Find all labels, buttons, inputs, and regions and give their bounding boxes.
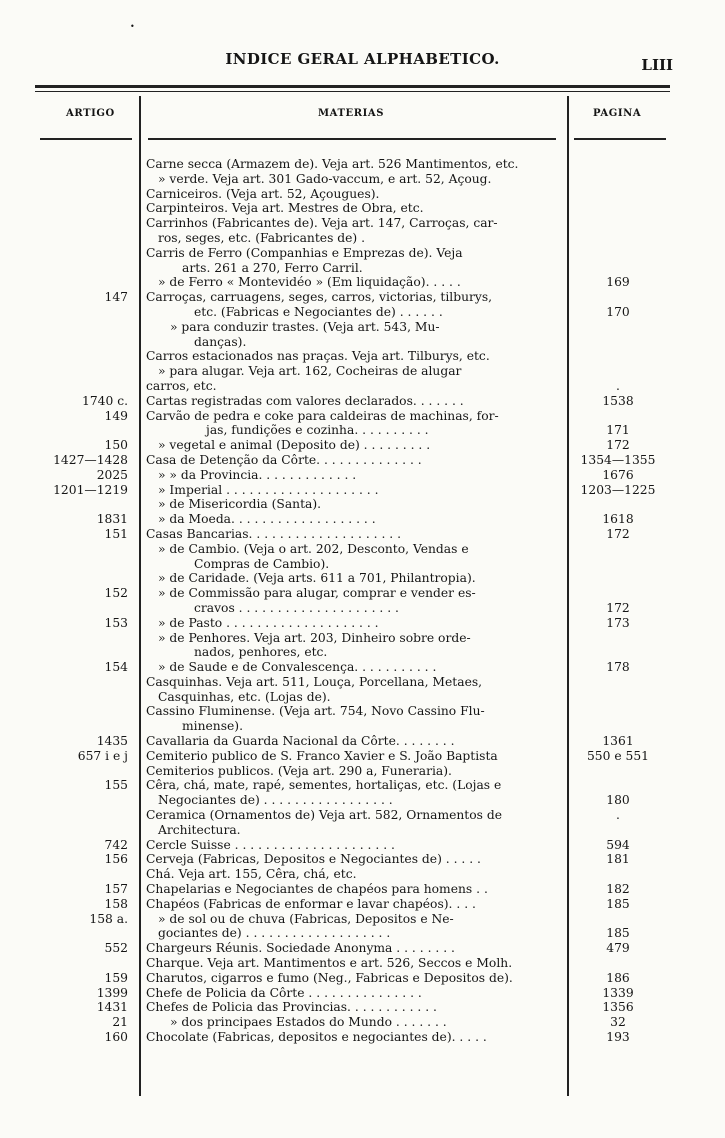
artigo-cell: 151 [104, 526, 128, 541]
pagina-cell: 181 [606, 852, 630, 867]
pagina-cell: 171 [606, 423, 630, 438]
pagina-cell: 169 [606, 275, 630, 290]
artigo-cell: 155 [104, 778, 128, 793]
index-row [0, 290, 725, 305]
index-row [0, 823, 725, 838]
materia-cell: » vegetal e animal (Deposito de) . . . . . . . . . [158, 438, 431, 453]
column-underline-artigo [40, 138, 132, 140]
materia-cell: » de Caridade. (Veja arts. 611 a 701, Philantropia). [158, 571, 476, 586]
materia-cell: Casa de Detenção da Côrte. . . . . . . . . . . . . . [146, 452, 422, 467]
pagina-cell: 1361 [602, 734, 634, 749]
artigo-cell: 159 [104, 970, 128, 985]
index-row [0, 778, 725, 793]
index-row [0, 808, 725, 823]
index-row [0, 231, 725, 246]
artigo-cell: 1201—1219 [53, 482, 128, 497]
column-header-pagina: PAGINA [593, 108, 642, 119]
index-row [0, 157, 725, 172]
header-rule-thin [35, 91, 670, 92]
pagina-cell: 178 [606, 660, 630, 675]
materia-cell: etc. (Fabricas e Negociantes de) . . . . . . [194, 304, 443, 319]
pagina-cell: 1339 [602, 985, 634, 1000]
pagina-cell: . [616, 378, 620, 393]
materia-cell: » de Saude e de Convalescença. . . . . . . . . . . [158, 660, 437, 675]
materia-cell: Cassino Fluminense. (Veja art. 754, Novo Cassino Flu- [146, 704, 485, 719]
index-row [0, 704, 725, 719]
artigo-cell: 657 i e j [77, 748, 128, 763]
artigo-cell: 1740 c. [82, 393, 128, 408]
index-row [0, 187, 725, 202]
materia-cell: » da Moeda. . . . . . . . . . . . . . . . . . . [158, 512, 376, 527]
index-row [0, 838, 725, 853]
index-row [0, 734, 725, 749]
index-row [0, 468, 725, 483]
materia-cell: » de Pasto . . . . . . . . . . . . . . . . . . . . [158, 615, 379, 630]
artigo-cell: 1399 [96, 985, 128, 1000]
index-row [0, 616, 725, 631]
pagina-cell: 1354—1355 [580, 452, 656, 467]
index-row [0, 527, 725, 542]
index-row [0, 246, 725, 261]
index-row [0, 172, 725, 187]
artigo-cell: 2025 [96, 467, 128, 482]
materia-cell: » de Misericordia (Santa). [158, 497, 322, 512]
artigo-cell: 147 [104, 290, 128, 305]
materia-cell: Chá. Veja art. 155, Cêra, chá, etc. [146, 867, 357, 882]
index-row [0, 438, 725, 453]
materia-cell: Negociantes de) . . . . . . . . . . . . . . . . . [158, 793, 393, 808]
materia-cell: Chocolate (Fabricas, depositos e negociantes de). . . . . [146, 1030, 487, 1045]
materia-cell: Cavallaria da Guarda Nacional da Côrte. . . . . . . . [146, 734, 455, 749]
pagina-cell: 1356 [602, 1000, 634, 1015]
index-row [0, 379, 725, 394]
materia-cell: Casquinhas. Veja art. 511, Louça, Porcellana, Metaes, [146, 674, 483, 689]
materia-cell: Compras de Cambio). [194, 556, 330, 571]
materia-cell: » dos principaes Estados do Mundo . . . . . . . [170, 1015, 447, 1030]
pagina-cell: 1203—1225 [580, 482, 656, 497]
pagina-cell: 1538 [602, 393, 634, 408]
pagina-cell: 172 [606, 526, 630, 541]
materia-cell: Carniceiros. (Veja art. 52, Açougues). [146, 186, 380, 201]
materia-cell: Carros estacionados nas praças. Veja art. Tilburys, etc. [146, 349, 490, 364]
pagina-cell: 185 [606, 926, 630, 941]
materia-cell: danças). [194, 334, 247, 349]
index-row [0, 364, 725, 379]
artigo-cell: 150 [104, 438, 128, 453]
materia-cell: ros, seges, etc. (Fabricantes de) . [158, 230, 366, 245]
page-number: LIII [641, 56, 673, 74]
materia-cell: Cerveja (Fabricas, Depositos e Negociantes de) . . . . . [146, 852, 481, 867]
pagina-cell: 172 [606, 600, 630, 615]
materia-cell: Carpinteiros. Veja art. Mestres de Obra, etc. [146, 201, 424, 216]
materia-cell: minense). [182, 719, 244, 734]
materia-cell: cravos . . . . . . . . . . . . . . . . . . . . . [194, 600, 399, 615]
pagina-cell: 173 [606, 615, 630, 630]
artigo-cell: 158 [104, 896, 128, 911]
materia-cell: jas, fundições e cozinha. . . . . . . . . . [206, 423, 429, 438]
artigo-cell: 158 a. [89, 911, 128, 926]
pagina-cell: 594 [606, 837, 630, 852]
materia-cell: » de Ferro « Montevidéo » (Em liquidação). . . . . [158, 275, 461, 290]
index-row [0, 631, 725, 646]
index-row [0, 1015, 725, 1030]
artigo-cell: 742 [104, 837, 128, 852]
pagina-cell: 32 [610, 1015, 626, 1030]
artigo-cell: 552 [104, 941, 128, 956]
materia-cell: » para conduzir trastes. (Veja art. 543, Mu- [170, 319, 440, 334]
artigo-cell: 1831 [96, 512, 128, 527]
index-row [0, 912, 725, 927]
artigo-cell: 157 [104, 882, 128, 897]
index-row [0, 852, 725, 867]
artigo-cell: 1435 [96, 734, 128, 749]
index-row [0, 660, 725, 675]
index-row [0, 749, 725, 764]
materia-cell: Ceramica (Ornamentos de) Veja art. 582, Ornamentos de [146, 808, 503, 823]
column-header-artigo: ARTIGO [66, 108, 115, 119]
pagina-cell: 193 [606, 1030, 630, 1045]
materia-cell: Chapelarias e Negociantes de chapéos para homens . . [146, 882, 488, 897]
artigo-cell: 21 [112, 1015, 128, 1030]
materia-cell: » para alugar. Veja art. 162, Cocheiras de alugar [158, 364, 462, 379]
materia-cell: Chefes de Policia das Provincias. . . . . . . . . . . . [146, 1000, 437, 1015]
materia-cell: Carne secca (Armazem de). Veja art. 526 Mantimentos, etc. [146, 157, 519, 171]
materia-cell: Casquinhas, etc. (Lojas de). [158, 689, 331, 704]
pagina-cell: 186 [606, 970, 630, 985]
materia-cell: Cemiterios publicos. (Veja art. 290 a, Funeraria). [146, 763, 452, 778]
materia-cell: Chargeurs Réunis. Sociedade Anonyma . . . . . . . . [146, 941, 455, 956]
artigo-cell: 1431 [96, 1000, 128, 1015]
index-row [0, 261, 725, 276]
materia-cell: » de Commissão para alugar, comprar e vender es- [158, 586, 476, 601]
index-row [0, 216, 725, 231]
materia-cell: » de Cambio. (Veja o art. 202, Desconto, Vendas e [158, 541, 469, 556]
materia-cell: arts. 261 a 270, Ferro Carril. [182, 260, 363, 275]
index-row [0, 882, 725, 897]
materia-cell: Charque. Veja art. Mantimentos e art. 526, Seccos e Molh. [146, 956, 513, 971]
materia-cell: » de sol ou de chuva (Fabricas, Depositos e Ne- [158, 911, 454, 926]
pagina-cell: 182 [606, 882, 630, 897]
index-row [0, 941, 725, 956]
artigo-cell: 152 [104, 586, 128, 601]
index-row [0, 971, 725, 986]
index-row [0, 497, 725, 512]
index-row [0, 453, 725, 468]
index-row [0, 305, 725, 320]
index-row [0, 675, 725, 690]
pagina-cell: 172 [606, 438, 630, 453]
materia-cell: carros, etc. [146, 378, 217, 393]
index-row [0, 586, 725, 601]
materia-cell: » de Penhores. Veja art. 203, Dinheiro sobre orde- [158, 630, 471, 645]
pagina-cell: . [616, 808, 620, 823]
artigo-cell: 1427—1428 [53, 452, 128, 467]
index-row [0, 1030, 725, 1045]
artigo-cell: 154 [104, 660, 128, 675]
index-row [0, 1000, 725, 1015]
materia-cell: nados, penhores, etc. [194, 645, 328, 660]
index-row [0, 719, 725, 734]
materia-cell: Casas Bancarias. . . . . . . . . . . . . . . . . . . . [146, 526, 402, 541]
index-row [0, 764, 725, 779]
index-row [0, 690, 725, 705]
materia-cell: Cartas registradas com valores declarados. . . . . . . [146, 393, 464, 408]
index-row [0, 571, 725, 586]
materia-cell: » Imperial . . . . . . . . . . . . . . . . . . . . [158, 482, 379, 497]
pagina-cell: 180 [606, 793, 630, 808]
materia-cell: Carroças, carruagens, seges, carros, victorias, tilburys, [146, 290, 493, 305]
materia-cell: Carrinhos (Fabricantes de). Veja art. 147, Carroças, car- [146, 216, 498, 231]
materia-cell: » » da Provincia. . . . . . . . . . . . . [158, 467, 357, 482]
margin-dot: • [130, 22, 135, 31]
index-row [0, 275, 725, 290]
page-title: INDICE GERAL ALPHABETICO. [225, 50, 500, 68]
index-row [0, 867, 725, 882]
index-entries [0, 157, 725, 1045]
pagina-cell: 170 [606, 304, 630, 319]
index-row [0, 542, 725, 557]
index-row [0, 601, 725, 616]
index-row [0, 349, 725, 364]
column-header-materias: MATERIAS [318, 108, 385, 119]
index-row [0, 320, 725, 335]
artigo-cell: 149 [104, 408, 128, 423]
materia-cell: Carris de Ferro (Companhias e Emprezas de). Veja [146, 245, 463, 260]
pagina-cell: 1618 [602, 512, 634, 527]
index-row [0, 645, 725, 660]
materia-cell: Cercle Suisse . . . . . . . . . . . . . . . . . . . . . [146, 837, 395, 852]
index-row [0, 409, 725, 424]
index-row [0, 483, 725, 498]
index-row [0, 335, 725, 350]
index-row [0, 423, 725, 438]
materia-cell: gociantes de) . . . . . . . . . . . . . . . . . . . [158, 926, 391, 941]
pagina-cell: 1676 [602, 467, 634, 482]
index-row [0, 986, 725, 1001]
column-underline-materias [148, 138, 556, 140]
column-underline-pagina [574, 138, 666, 140]
index-row [0, 926, 725, 941]
artigo-cell: 153 [104, 615, 128, 630]
index-row [0, 512, 725, 527]
pagina-cell: 185 [606, 896, 630, 911]
materia-cell: Cemiterio publico de S. Franco Xavier e S. João Baptista [146, 748, 498, 763]
index-row [0, 394, 725, 409]
pagina-cell: 550 e 551 [586, 748, 650, 763]
index-row [0, 956, 725, 971]
artigo-cell: 156 [104, 852, 128, 867]
artigo-cell: 160 [104, 1030, 128, 1045]
index-row [0, 557, 725, 572]
header-rule-thick [35, 85, 670, 88]
materia-cell: Architectura. [158, 822, 241, 837]
materia-cell: Carvão de pedra e coke para caldeiras de machinas, for- [146, 408, 499, 423]
index-row [0, 897, 725, 912]
materia-cell: Chapéos (Fabricas de enformar e lavar chapéos). . . . [146, 896, 476, 911]
materia-cell: » verde. Veja art. 301 Gado-vaccum, e art. 52, Açoug. [158, 171, 492, 186]
materia-cell: Cêra, chá, mate, rapé, sementes, hortaliças, etc. (Lojas e [146, 778, 502, 793]
materia-cell: Charutos, cigarros e fumo (Neg., Fabricas e Depositos de). [146, 970, 513, 985]
index-row [0, 201, 725, 216]
index-row [0, 793, 725, 808]
pagina-cell: 479 [606, 941, 630, 956]
materia-cell: Chefe de Policia da Côrte . . . . . . . . . . . . . . . [146, 985, 422, 1000]
